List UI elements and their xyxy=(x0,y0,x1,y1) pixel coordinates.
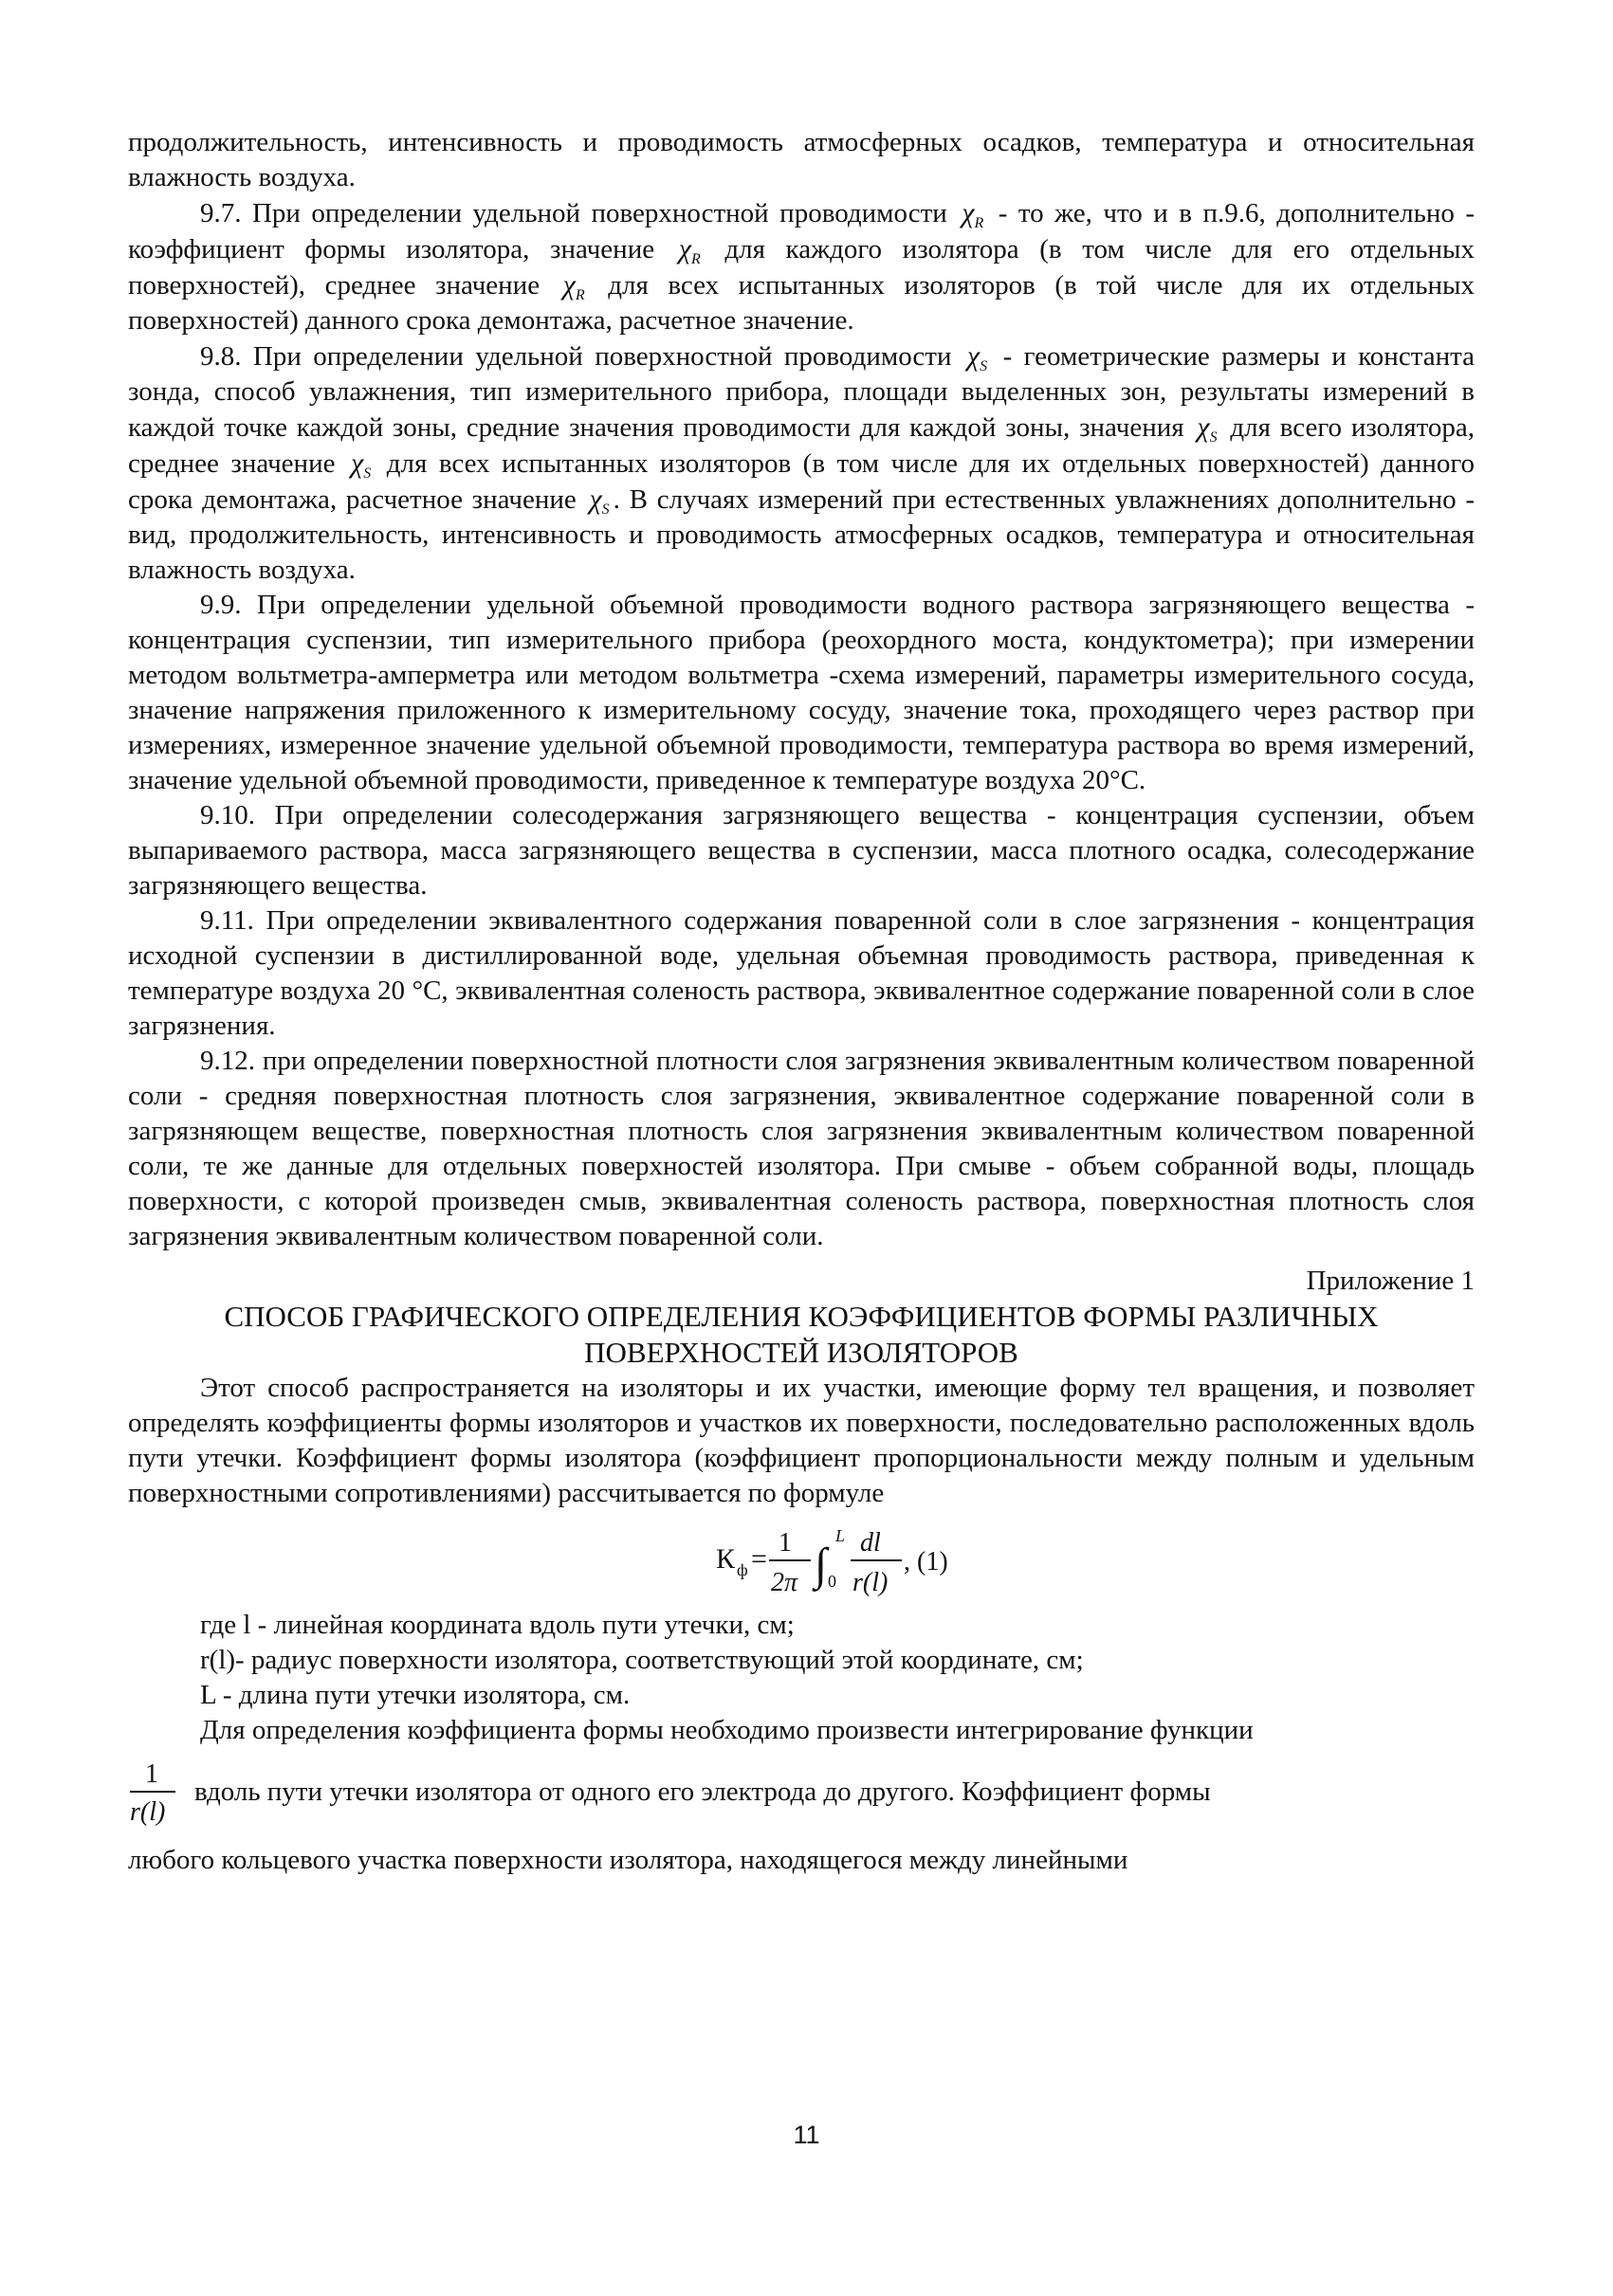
fraction-line xyxy=(128,1754,1475,1830)
paragraph-9-8 xyxy=(128,338,1475,588)
formula-r-of-l: r(l) xyxy=(852,1568,889,1597)
paragraph-9-9: 9.9. При определении удельной объемной проводимости водного раствора загрязняющего вещества - концентрация суспензии, тип измерительного прибора (реохордного моста, кондуктометра); при измерении методом вольтметра-амперметра или методом вольтметра -схема измерений, параметры измерительного сосуда, значение напряжения приложенного к измерительному сосуду, значение тока, проходящего через раствор при измерениях, измеренное значение удельной объемной проводимости, температура раствора во время измерений, значение удельной объемной проводимости, приведенное к температуре воздуха 20°С. xyxy=(128,590,1475,795)
formula-number: , (1) xyxy=(904,1547,948,1576)
appendix-label: Приложение 1 xyxy=(1306,1266,1475,1296)
definition-l: где l - линейная координата вдоль пути утечки, см; xyxy=(200,1610,795,1640)
paragraph-9-7-part-d: для всех испытанных изоляторов (в той числе для их отдельных поверхностей) данного срока демонтажа, расчетное значение. xyxy=(128,270,1476,336)
formula-two-pi: 2π xyxy=(771,1568,798,1597)
paragraph-9-12: 9.12. при определении поверхностной плотности слоя загрязнения эквивалентным количеством поваренной соли - средняя поверхностная плотность слоя загрязнения, эквивалентное содержание поваренной соли в загрязняющем веществе, поверхностная плотность слоя загрязнения эквивалентным количеством поваренной соли, те же данные для отдельных поверхностей изолятора. При смыве - объем собранной воды, площадь поверхности, с которой произведен смыв, эквивалентная соленость раствора, поверхностная плотность слоя загрязнения эквивалентным количеством поваренной соли. xyxy=(128,1046,1475,1251)
paragraph-9-7-part-c: для каждого изолятора (в том числе для его отдельных поверхностей), среднее значение xyxy=(128,234,1476,301)
chi-r-symbol: $\chi_R$ xyxy=(962,197,984,231)
formula-lhs: К xyxy=(716,1543,736,1575)
paragraph-9-8-part-e: . В случаях измерений при естественных увлажнениях дополнительно - вид, продолжительность, интенсивность и проводимость атмосферных осадков, температура и относительная влажность воздуха. xyxy=(128,484,1475,585)
inline-fraction-denominator: r(l) xyxy=(130,1797,166,1827)
formula-graphic xyxy=(716,1517,1000,1604)
formula-lower-limit: 0 xyxy=(828,1572,836,1591)
inline-fraction xyxy=(128,1754,177,1830)
paragraph-9-8-part-c: для всего изолятора, среднее значение xyxy=(128,412,1475,479)
paragraph-9-7-part-b: - то же, что и в п.9.6, дополнительно - коэффициент формы изолятора, значение xyxy=(128,198,1475,264)
chi-r-symbol: $\chi_R$ xyxy=(562,269,585,303)
formula-dl: dl xyxy=(860,1528,881,1558)
paragraph-9-7-part-a: 9.7. При определении удельной поверхностной проводимости xyxy=(200,198,947,228)
definition-L: L - длина пути утечки изолятора, см. xyxy=(200,1680,631,1710)
chi-s-symbol: $\chi_S$ xyxy=(589,483,610,518)
paragraph-9-7 xyxy=(128,195,1475,338)
page-number: 11 xyxy=(793,2121,820,2149)
integration-sentence: Для определения коэффициента формы необходимо произвести интегрирование функции xyxy=(200,1715,1254,1745)
chi-s-symbol: $\chi_S$ xyxy=(1197,411,1218,446)
formula-one: 1 xyxy=(779,1528,792,1558)
chi-r-symbol: $\chi_R$ xyxy=(678,233,701,267)
paragraph-9-8-part-d: для всех испытанных изоляторов (в том числе для их отдельных поверхностей) данного срока демонтажа, расчетное значение xyxy=(128,448,1476,515)
paragraph-continuation: продолжительность, интенсивность и проводимость атмосферных осадков, температура и относительная влажность воздуха. xyxy=(128,127,1475,192)
shape-factor-formula xyxy=(242,1515,1475,1606)
page-content xyxy=(128,125,1475,1878)
appendix-title-line-1: СПОСОБ ГРАФИЧЕСКОГО ОПРЕДЕЛЕНИЯ КОЭФФИЦИЕНТОВ ФОРМЫ РАЗЛИЧНЫХ xyxy=(224,1300,1379,1333)
integral-sign: ∫ xyxy=(815,1540,828,1590)
last-line: любого кольцевого участка поверхности изолятора, находящегося между линейными xyxy=(128,1845,1128,1875)
paragraph-9-10: 9.10. При определении солесодержания загрязняющего вещества - концентрация суспензии, объем выпариваемого раствора, масса загрязняющего вещества в суспензии, масса плотного осадка, солесодержание загрязняющего вещества. xyxy=(128,800,1475,901)
after-fraction-text: вдоль пути утечки изолятора от одного его электрода до другого. Коэффициент формы xyxy=(194,1776,1211,1807)
formula-upper-limit: L xyxy=(835,1526,846,1545)
appendix-intro: Этот способ распространяется на изоляторы и их участки, имеющие форму тел вращения, и позволяет определять коэффициенты формы изоляторов и участков их поверхности, последовательно расположенных вдоль пути утечки. Коэффициент формы изолятора (коэффициент пропорциональности между полным и удельным поверхностными сопротивлениями) рассчитывается по формуле xyxy=(128,1373,1475,1508)
inline-fraction-numerator: 1 xyxy=(145,1759,158,1789)
paragraph-9-8-part-a: 9.8. При определении удельной поверхностной проводимости xyxy=(200,341,952,372)
chi-s-symbol: $\chi_S$ xyxy=(351,447,372,482)
definition-r: r(l)- радиус поверхности изолятора, соответствующий этой координате, см; xyxy=(200,1645,1084,1675)
formula-equals: = xyxy=(751,1543,767,1575)
appendix-title-line-2: ПОВЕРХНОСТЕЙ ИЗОЛЯТОРОВ xyxy=(584,1336,1018,1369)
paragraph-9-8-part-b: - геометрические размеры и константа зонда, способ увлажнения, тип измерительного прибора, площади выделенных зон, результаты измерений в каждой точке каждой зоны, средние значения проводимости для каждой зоны, значения xyxy=(128,341,1476,443)
formula-lhs-subscript: ф xyxy=(737,1560,748,1579)
paragraph-9-11: 9.11. При определении эквивалентного содержания поваренной соли в слое загрязнения - концентрация исходной суспензии в дистиллированной воде, удельная объемная проводимость раствора, приведенная к температуре воздуха 20 °С, эквивалентная соленость раствора, эквивалентное содержание поваренной соли в слое загрязнения. xyxy=(128,905,1475,1041)
chi-s-symbol: $\chi_S$ xyxy=(966,340,988,374)
inline-fraction-graphic xyxy=(128,1754,177,1830)
